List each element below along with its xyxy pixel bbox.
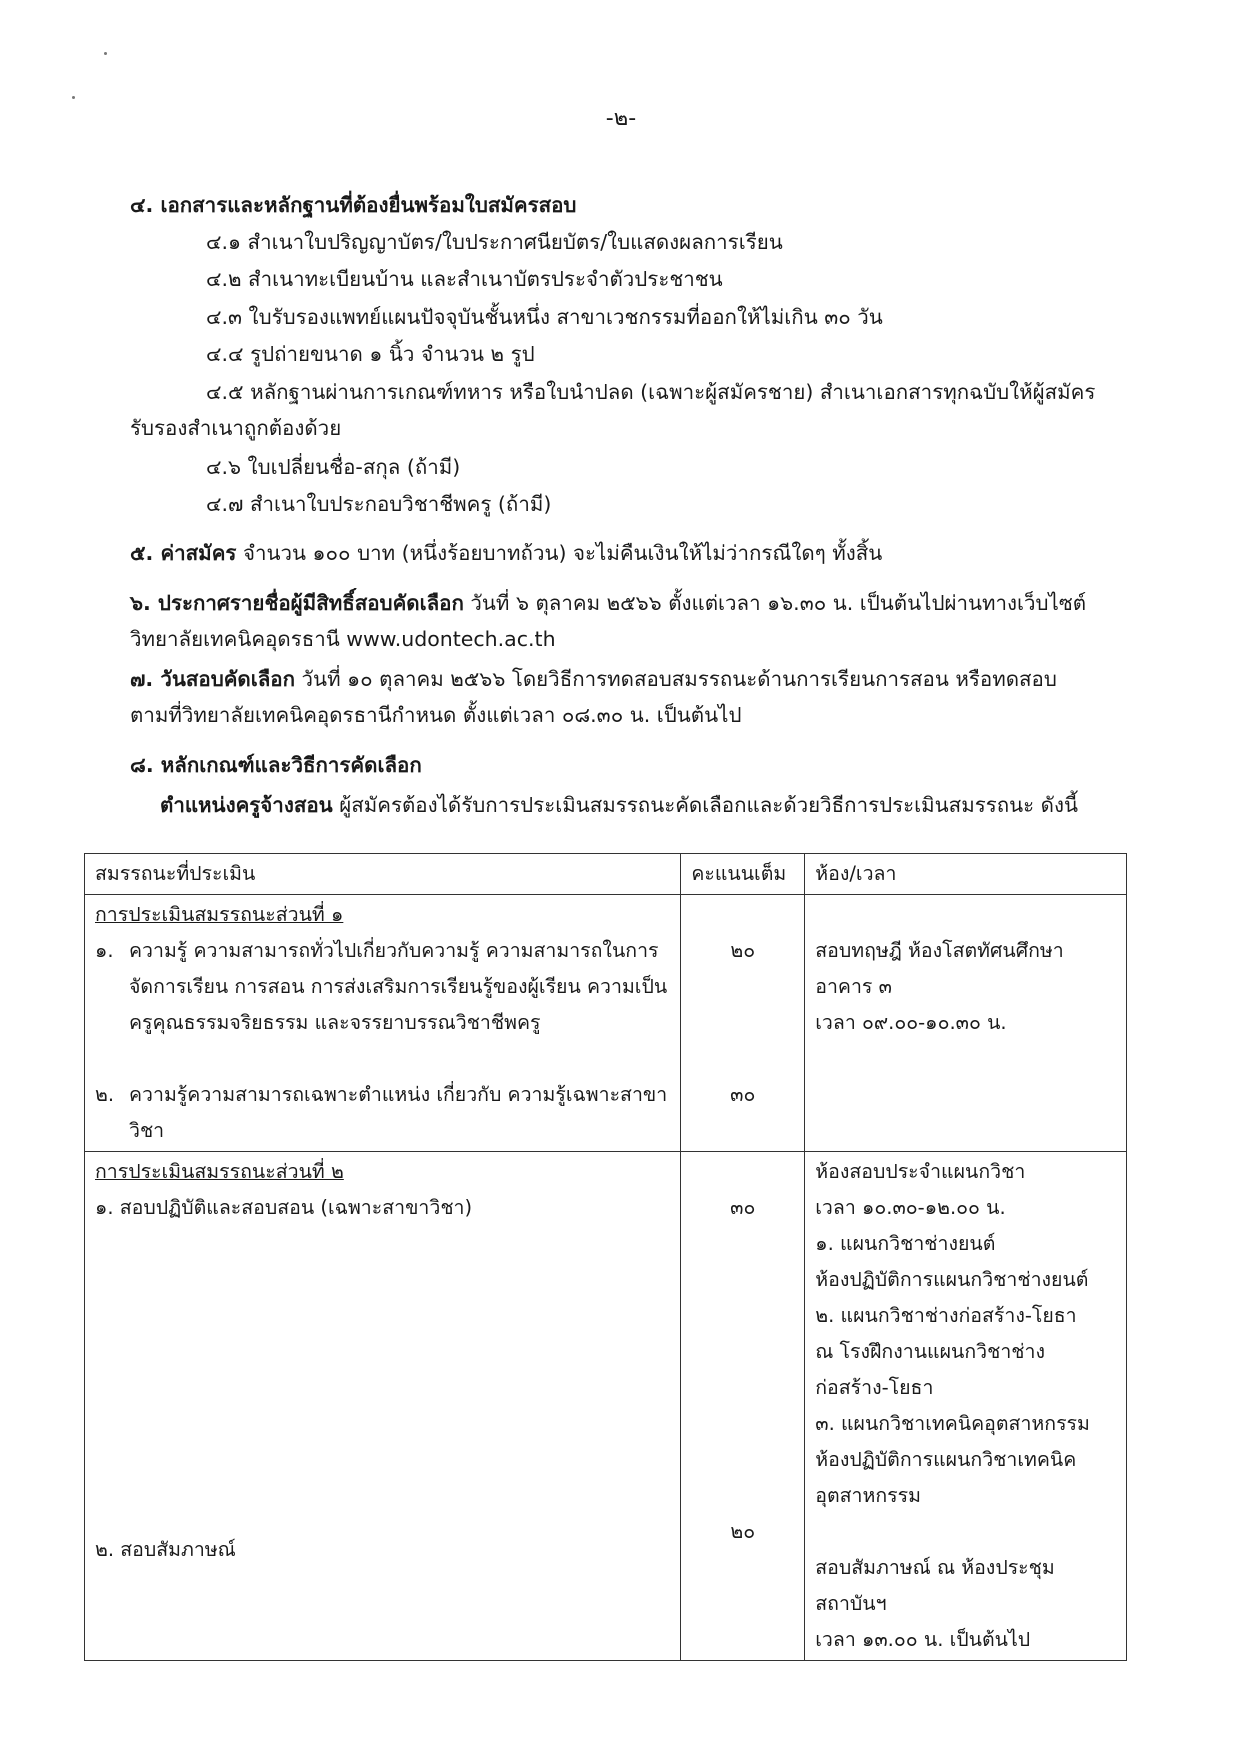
- part1-item2: [95, 1077, 670, 1149]
- part2-item2: ๒. สอบสัมภาษณ์: [95, 1538, 236, 1561]
- room-line: ๒. แผนกวิชาช่างก่อสร้าง-โยธา: [815, 1304, 1077, 1327]
- part1-title: การประเมินสมรรถนะส่วนที่ ๑: [95, 903, 344, 926]
- section4-item: ๔.๓ ใบรับรองแพทย์แผนปัจจุบันชั้นหนึ่ง สาขาเวชกรรมที่ออกให้ไม่เกิน ๓๐ วัน: [206, 305, 883, 329]
- score-value: ๓๐: [730, 1196, 756, 1219]
- section6-text: วันที่ ๖ ตุลาคม ๒๕๖๖ ตั้งแต่เวลา ๑๖.๓๐ น. เป็นต้นไปผ่านทางเว็บไซต์: [463, 591, 1087, 615]
- table-header: คะแนนเต็ม: [681, 854, 805, 895]
- room-line: อุตสาหกรรม: [815, 1484, 921, 1507]
- room-line: ห้องปฏิบัติการแผนกวิชาช่างยนต์: [815, 1268, 1089, 1291]
- section6: [130, 588, 1086, 618]
- part2-title: การประเมินสมรรถนะส่วนที่ ๒: [95, 1160, 344, 1183]
- section4-item: ๔.๑ สำเนาใบปริญญาบัตร/ใบประกาศนียบัตร/ใบแสดงผลการเรียน: [206, 230, 783, 254]
- room-line: ๓. แผนกวิชาเทคนิคอุตสาหกรรม: [815, 1412, 1090, 1435]
- score-value: ๒๐: [730, 1520, 756, 1543]
- table-row-part1: [85, 895, 1127, 1152]
- table-header: ห้อง/เวลา: [805, 854, 1127, 895]
- table-row-part2: [85, 1152, 1127, 1661]
- section5-heading: ๕. ค่าสมัคร: [130, 541, 237, 565]
- section8-heading: ๘. หลักเกณฑ์และวิธีการคัดเลือก: [130, 753, 422, 777]
- room-line: ห้องสอบประจำแผนกวิชา: [815, 1160, 1026, 1183]
- part2-score-cell: [681, 1152, 805, 1661]
- section4-item: ๔.๖ ใบเปลี่ยนชื่อ-สกุล (ถ้ามี): [206, 455, 461, 479]
- part1-room-cell: [805, 895, 1127, 1152]
- part2-room-cell: [805, 1152, 1127, 1661]
- section7: [130, 664, 1057, 694]
- section4-item-continued: รับรองสำเนาถูกต้องด้วย: [130, 416, 342, 440]
- section4-heading: ๔. เอกสารและหลักฐานที่ต้องยื่นพร้อมใบสมัครสอบ: [130, 193, 577, 217]
- section5-text: จำนวน ๑๐๐ บาท (หนึ่งร้อยบาทถ้วน) จะไม่คืนเงินให้ไม่ว่ากรณีใดๆ ทั้งสิ้น: [236, 541, 883, 565]
- room-line: สอบทฤษฎี ห้องโสตทัศนศึกษา อาคาร ๓: [815, 939, 1064, 998]
- section8-position: ตำแหน่งครูจ้างสอน: [160, 793, 333, 817]
- section4-item: ๔.๕ หลักฐานผ่านการเกณฑ์ทหาร หรือใบนำปลด (เฉพาะผู้สมัครชาย) สำเนาเอกสารทุกฉบับให้ผู้สมัคร: [206, 380, 1096, 404]
- section4-item: ๔.๒ สำเนาทะเบียนบ้าน และสำเนาบัตรประจำตัวประชาชน: [206, 267, 723, 291]
- section5: [130, 538, 882, 568]
- item-number: ๑.: [95, 939, 114, 962]
- room-line: ห้องปฏิบัติการแผนกวิชาเทคนิค: [815, 1448, 1077, 1471]
- section6-text-continued: วิทยาลัยเทคนิคอุดรธานี www.udontech.ac.th: [130, 627, 556, 651]
- scan-speck: [104, 52, 107, 55]
- section6-heading: ๖. ประกาศรายชื่อผู้มีสิทธิ์สอบคัดเลือก: [130, 591, 464, 615]
- section8-text: ผู้สมัครต้องได้รับการประเมินสมรรถนะคัดเลือกและด้วยวิธีการประเมินสมรรถนะ ดังนี้: [332, 793, 1079, 817]
- room-line: ๑. แผนกวิชาช่างยนต์: [815, 1232, 996, 1255]
- score-value: ๓๐: [730, 1083, 756, 1106]
- section4-item: ๔.๗ สำเนาใบประกอบวิชาชีพครู (ถ้ามี): [206, 492, 552, 516]
- section8-intro: [160, 790, 1078, 820]
- part1-score-cell: [681, 895, 805, 1152]
- section7-heading: ๗. วันสอบคัดเลือก: [130, 667, 296, 691]
- table-header-row: [85, 854, 1127, 895]
- page-number: -๒-: [605, 106, 637, 131]
- criteria-table: [84, 853, 1127, 1661]
- room-line: เวลา ๐๙.๐๐-๑๐.๓๐ น.: [815, 1011, 1007, 1034]
- section7-text: วันที่ ๑๐ ตุลาคม ๒๕๖๖ โดยวิธีการทดสอบสมรรถนะด้านการเรียนการสอน หรือทดสอบ: [295, 667, 1057, 691]
- part1-criteria-cell: [85, 895, 681, 1152]
- room-line: เวลา ๑๓.๐๐ น. เป็นต้นไป: [815, 1628, 1031, 1651]
- room-line: สอบสัมภาษณ์ ณ ห้องประชุมสถาบันฯ: [815, 1556, 1055, 1615]
- part2-item1: ๑. สอบปฏิบัติและสอบสอน (เฉพาะสาขาวิชา): [95, 1196, 473, 1219]
- part2-criteria-cell: [85, 1152, 681, 1661]
- scan-speck: [72, 96, 75, 99]
- part1-item1: [95, 933, 670, 1077]
- room-line: เวลา ๑๐.๓๐-๑๒.๐๐ น.: [815, 1196, 1006, 1219]
- table-header: สมรรถนะที่ประเมิน: [85, 854, 681, 895]
- section7-text-continued: ตามที่วิทยาลัยเทคนิคอุดรธานีกำหนด ตั้งแต่เวลา ๐๘.๓๐ น. เป็นต้นไป: [130, 703, 742, 727]
- item-text: ความรู้ความสามารถเฉพาะตำแหน่ง เกี่ยวกับ ความรู้เฉพาะสาขาวิชา: [129, 1083, 668, 1142]
- section4-item: ๔.๔ รูปถ่ายขนาด ๑ นิ้ว จำนวน ๒ รูป: [206, 342, 535, 366]
- score-value: ๒๐: [730, 939, 756, 962]
- room-line: ณ โรงฝึกงานแผนกวิชาช่างก่อสร้าง-โยธา: [815, 1340, 1046, 1399]
- item-text: ความรู้ ความสามารถทั่วไปเกี่ยวกับความรู้ ความสามารถในการจัดการเรียน การสอน การส่งเสริมการเรียนรู้ของผู้เรียน ความเป็นครูคุณธรรมจริยธรรม และจรรยาบรรณวิชาชีพครู: [129, 939, 668, 1034]
- item-number: ๒.: [95, 1083, 115, 1106]
